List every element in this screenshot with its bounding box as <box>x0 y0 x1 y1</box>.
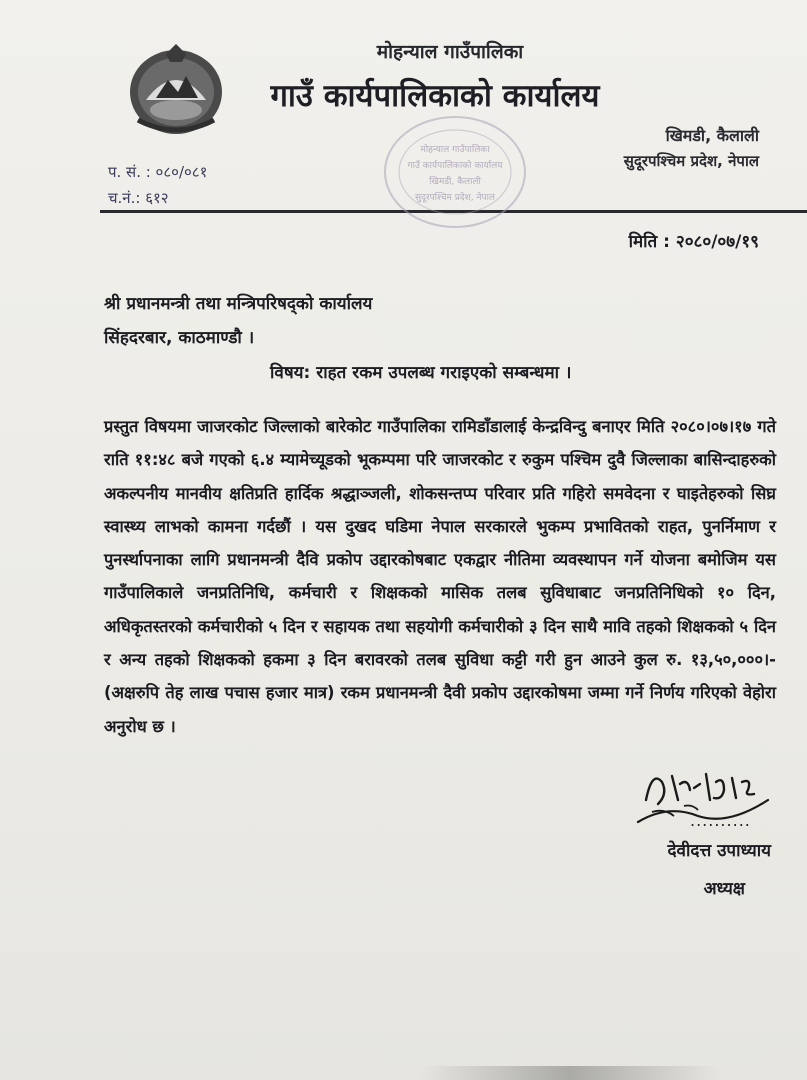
office-stamp <box>380 112 530 232</box>
letter-date: मिति : २०८०/०७/१९ <box>628 232 759 252</box>
stamp-text-4: सुदूरपश्चिम प्रदेश, नेपाल <box>414 193 496 203</box>
nepal-emblem-icon <box>126 40 226 138</box>
addressee-line-1: श्री प्रधानमन्त्री तथा मन्त्रिपरिषद्को कार्यालय <box>104 294 373 314</box>
letter-body: प्रस्तुत विषयमा जाजरकोट जिल्लाको बारेकोट गाउँपालिका रामिडाँडालाई केन्द्रविन्दु बनाएर मिति २०८०।०७।१७ गते राति ११:४८ बजे गएको ६.४ म्यामेच्यूडको भूकम्पमा परि जाजरकोट र रुकुम पश्चिम दुवै जिल्लाका बासिन्दाहरुको अकल्पनीय मानवीय क्षतिप्रति हार्दिक श्रद्धाञ्जली, शोकसन्तप्प परिवार प्रति गहिरो समवेदना र घाइतेहरुको सिघ्र स्वास्थ्य लाभको कामना गर्दछौं । यस दुखद घडिमा नेपाल सरकारले भुकम्प प्रभावितको राहत, पुनर्निमाण र पुनर्स्थापनाका लागि प्रधानमन्त्री दैवि प्रकोप उद्दारकोषबाट एकद्वार नीतिमा व्यवस्थापन गर्ने योजना बमोजिम यस गाउँपालिकाले जनप्रतिनिधि, कर्मचारी र शिक्षकको मासिक तलब सुविधाबाट जनप्रतिनिधिको १० दिन, अधिकृतस्तरको कर्मचारीको ५ दिन र सहायक तथा सहयोगी कर्मचारीको ३ दिन साथै मावि तहको शिक्षकको ५ दिन र अन्य तहको शिक्षकको हकमा ३ दिन बरावरको तलब सुविधा कट्टी गरी हुन आउने कुल रु. १३,५०,०००।-(अक्षरुपि तेह लाख पचास हजार मात्र) रकम प्रधानमन्त्री दैवी प्रकोप उद्दारकोषमा जम्मा गर्ने निर्णय गरिएको वेहोरा अनुरोध छ । <box>104 417 776 736</box>
address-line-2: सुदूरपश्चिम प्रदेश, नेपाल <box>623 152 759 170</box>
stamp-text-3: खिमडी, कैलाली <box>429 177 481 187</box>
stamp-text-2: गाउँ कार्यपालिकाको कार्यालय <box>407 161 503 171</box>
signature-line: .......... <box>690 811 751 830</box>
signer-name: देवीदत्त उपाध्याय <box>667 841 771 861</box>
address-line-1: खिमडी, कैलाली <box>665 126 759 145</box>
org-name: मोहन्याल गाउँपालिका <box>376 41 524 63</box>
footer-bleed-through <box>420 1066 720 1080</box>
signer-title: अध्यक्ष <box>703 879 745 899</box>
addressee-block <box>104 287 372 355</box>
dispatch-number: च.नं.: ६१२ <box>108 189 169 207</box>
reference-number: प. सं. : ०८०/०८१ <box>108 163 208 181</box>
office-title: गाउँ कार्यपालिकाको कार्यालय <box>270 78 600 114</box>
stamp-text-1: मोहन्याल गाउँपालिका <box>420 145 490 155</box>
addressee-line-2: सिंहदरबार, काठमाण्डौ । <box>104 328 255 348</box>
subject-line: विषय: राहत रकम उपलब्ध गराइएको सम्बन्धमा । <box>270 363 572 383</box>
